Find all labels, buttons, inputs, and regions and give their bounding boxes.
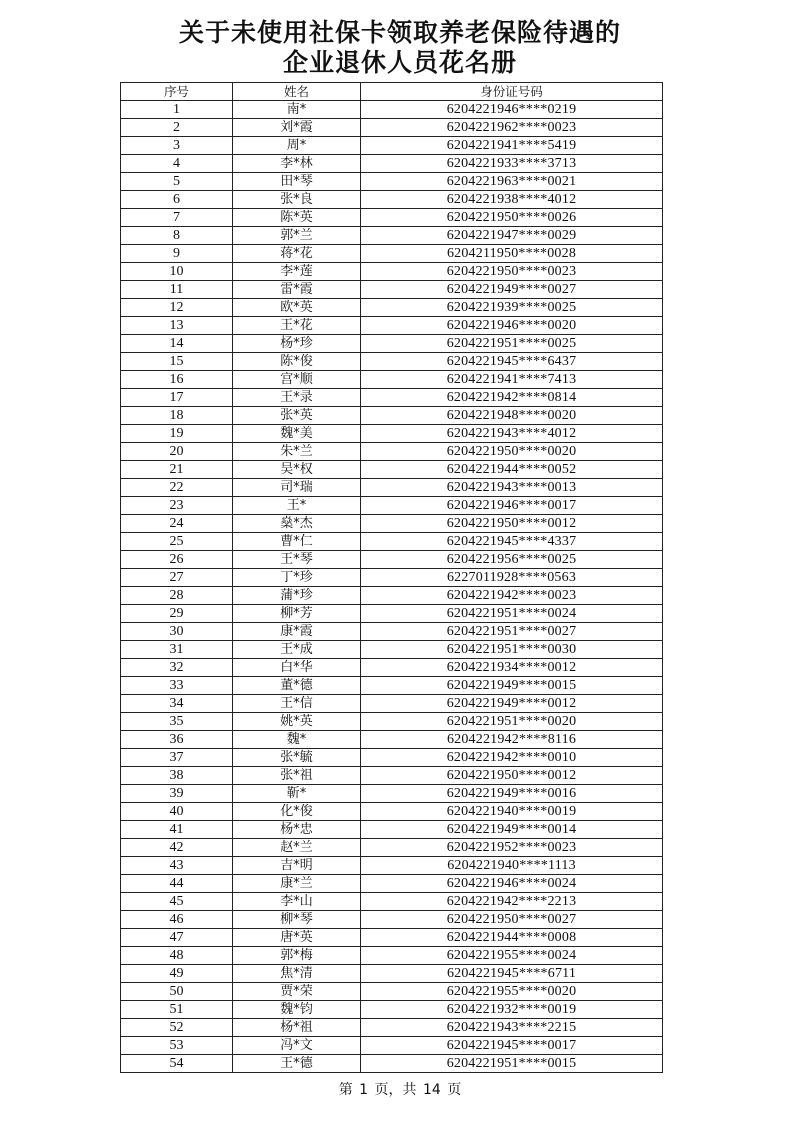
row-name: 唐*英 — [233, 929, 361, 947]
row-name: 杨*祖 — [233, 1019, 361, 1037]
row-seq: 10 — [121, 263, 233, 281]
row-name: 康*霞 — [233, 623, 361, 641]
row-seq: 54 — [121, 1055, 233, 1073]
row-name: 燊*杰 — [233, 515, 361, 533]
row-seq: 14 — [121, 335, 233, 353]
table-row — [121, 767, 663, 785]
table-row — [121, 713, 663, 731]
table-row — [121, 497, 663, 515]
row-id-number: 6204221949****0016 — [361, 785, 663, 803]
table-row — [121, 173, 663, 191]
table-row — [121, 677, 663, 695]
footer-prefix: 第 — [338, 1082, 353, 1098]
footer-total-pages: 14 — [423, 1082, 441, 1098]
row-name: 焦*清 — [233, 965, 361, 983]
row-seq: 41 — [121, 821, 233, 839]
row-seq: 11 — [121, 281, 233, 299]
row-id-number: 6204221942****0023 — [361, 587, 663, 605]
row-id-number: 6204221945****4337 — [361, 533, 663, 551]
row-seq: 2 — [121, 119, 233, 137]
row-name: 杨*忠 — [233, 821, 361, 839]
row-seq: 47 — [121, 929, 233, 947]
row-seq: 15 — [121, 353, 233, 371]
table-row — [121, 299, 663, 317]
row-id-number: 6204221951****0024 — [361, 605, 663, 623]
row-id-number: 6204221949****0014 — [361, 821, 663, 839]
row-name: 李*山 — [233, 893, 361, 911]
row-name: 李*莲 — [233, 263, 361, 281]
table-row — [121, 425, 663, 443]
table-row — [121, 839, 663, 857]
row-seq: 52 — [121, 1019, 233, 1037]
row-name: 化*俊 — [233, 803, 361, 821]
row-seq: 28 — [121, 587, 233, 605]
table-row — [121, 119, 663, 137]
table-row — [121, 407, 663, 425]
table-row — [121, 965, 663, 983]
row-id-number: 6204221946****0024 — [361, 875, 663, 893]
header-seq: 序号 — [121, 83, 233, 101]
row-id-number: 6204221946****0020 — [361, 317, 663, 335]
row-name: 雷*霞 — [233, 281, 361, 299]
row-seq: 23 — [121, 497, 233, 515]
row-id-number: 6204221946****0017 — [361, 497, 663, 515]
footer-page-number: 1 — [359, 1082, 369, 1098]
row-id-number: 6204221942****0010 — [361, 749, 663, 767]
table-row — [121, 623, 663, 641]
row-seq: 39 — [121, 785, 233, 803]
row-seq: 20 — [121, 443, 233, 461]
row-seq: 13 — [121, 317, 233, 335]
row-id-number: 6204221955****0024 — [361, 947, 663, 965]
footer-suffix: 页 — [447, 1082, 462, 1098]
row-name: 田*琴 — [233, 173, 361, 191]
row-id-number: 6204221932****0019 — [361, 1001, 663, 1019]
row-seq: 44 — [121, 875, 233, 893]
row-seq: 49 — [121, 965, 233, 983]
table-row — [121, 263, 663, 281]
table-row — [121, 1001, 663, 1019]
row-name: 王*信 — [233, 695, 361, 713]
table-row — [121, 461, 663, 479]
table-row — [121, 695, 663, 713]
row-name: 董*德 — [233, 677, 361, 695]
roster-table — [120, 82, 663, 1073]
row-name: 宫*顺 — [233, 371, 361, 389]
row-name: 司*瑞 — [233, 479, 361, 497]
row-id-number: 6204221945****6711 — [361, 965, 663, 983]
table-row — [121, 731, 663, 749]
row-id-number: 6204221951****0030 — [361, 641, 663, 659]
row-name: 蒋*花 — [233, 245, 361, 263]
row-id-number: 6204221951****0015 — [361, 1055, 663, 1073]
row-name: 王*德 — [233, 1055, 361, 1073]
row-seq: 26 — [121, 551, 233, 569]
table-row — [121, 533, 663, 551]
row-seq: 50 — [121, 983, 233, 1001]
row-id-number: 6204221951****0020 — [361, 713, 663, 731]
table-row — [121, 353, 663, 371]
row-name: 杨*珍 — [233, 335, 361, 353]
table-row — [121, 227, 663, 245]
table-row — [121, 911, 663, 929]
row-id-number: 6204221956****0025 — [361, 551, 663, 569]
row-name: 柳*芳 — [233, 605, 361, 623]
row-name: 赵*兰 — [233, 839, 361, 857]
row-seq: 37 — [121, 749, 233, 767]
page-footer — [0, 1081, 800, 1099]
row-name: 蒲*珍 — [233, 587, 361, 605]
table-row — [121, 803, 663, 821]
table-row — [121, 515, 663, 533]
row-name: 丁*珍 — [233, 569, 361, 587]
row-seq: 35 — [121, 713, 233, 731]
table-row — [121, 137, 663, 155]
row-name: 陈*英 — [233, 209, 361, 227]
row-name: 吉*明 — [233, 857, 361, 875]
table-row — [121, 1019, 663, 1037]
row-name: 王* — [233, 497, 361, 515]
row-seq: 19 — [121, 425, 233, 443]
table-row — [121, 605, 663, 623]
table-row — [121, 569, 663, 587]
row-seq: 8 — [121, 227, 233, 245]
row-name: 欧*英 — [233, 299, 361, 317]
footer-mid: 页，共 — [374, 1082, 417, 1098]
row-seq: 42 — [121, 839, 233, 857]
row-id-number: 6204221952****0023 — [361, 839, 663, 857]
row-id-number: 6227011928****0563 — [361, 569, 663, 587]
row-name: 柳*琴 — [233, 911, 361, 929]
row-name: 王*录 — [233, 389, 361, 407]
row-seq: 22 — [121, 479, 233, 497]
table-body — [121, 101, 663, 1073]
row-id-number: 6204221942****8116 — [361, 731, 663, 749]
row-name: 王*琴 — [233, 551, 361, 569]
row-name: 魏*钧 — [233, 1001, 361, 1019]
table-row — [121, 389, 663, 407]
row-seq: 34 — [121, 695, 233, 713]
table-row — [121, 947, 663, 965]
row-id-number: 6204221940****0019 — [361, 803, 663, 821]
row-name: 王*花 — [233, 317, 361, 335]
row-seq: 9 — [121, 245, 233, 263]
row-id-number: 6204221944****0052 — [361, 461, 663, 479]
row-seq: 43 — [121, 857, 233, 875]
header-id-number: 身份证号码 — [361, 83, 663, 101]
row-id-number: 6204221950****0012 — [361, 767, 663, 785]
row-id-number: 6204211950****0028 — [361, 245, 663, 263]
row-name: 南* — [233, 101, 361, 119]
row-id-number: 6204221949****0015 — [361, 677, 663, 695]
row-id-number: 6204221933****3713 — [361, 155, 663, 173]
row-seq: 12 — [121, 299, 233, 317]
row-seq: 5 — [121, 173, 233, 191]
row-seq: 1 — [121, 101, 233, 119]
row-seq: 7 — [121, 209, 233, 227]
row-id-number: 6204221962****0023 — [361, 119, 663, 137]
row-name: 周* — [233, 137, 361, 155]
row-name: 康*兰 — [233, 875, 361, 893]
table-row — [121, 893, 663, 911]
document-title-line-2: 企业退休人员花名册 — [282, 48, 517, 77]
row-name: 张*祖 — [233, 767, 361, 785]
row-name: 贾*荣 — [233, 983, 361, 1001]
row-id-number: 6204221950****0027 — [361, 911, 663, 929]
row-seq: 6 — [121, 191, 233, 209]
row-name: 王*成 — [233, 641, 361, 659]
table-row — [121, 443, 663, 461]
table-row — [121, 479, 663, 497]
row-seq: 27 — [121, 569, 233, 587]
table-row — [121, 191, 663, 209]
row-id-number: 6204221943****4012 — [361, 425, 663, 443]
table-row — [121, 641, 663, 659]
row-id-number: 6204221950****0026 — [361, 209, 663, 227]
table-row — [121, 335, 663, 353]
row-seq: 17 — [121, 389, 233, 407]
table-row — [121, 209, 663, 227]
row-id-number: 6204221939****0025 — [361, 299, 663, 317]
table-header-row — [121, 83, 663, 101]
row-id-number: 6204221938****4012 — [361, 191, 663, 209]
row-seq: 30 — [121, 623, 233, 641]
document-title-line-1: 关于未使用社保卡领取养老保险待遇的 — [178, 18, 621, 47]
row-seq: 45 — [121, 893, 233, 911]
table-row — [121, 281, 663, 299]
row-seq: 32 — [121, 659, 233, 677]
row-name: 张*英 — [233, 407, 361, 425]
table-row — [121, 659, 663, 677]
row-id-number: 6204221940****1113 — [361, 857, 663, 875]
header-name: 姓名 — [233, 83, 361, 101]
row-id-number: 6204221942****0814 — [361, 389, 663, 407]
row-id-number: 6204221943****0013 — [361, 479, 663, 497]
row-id-number: 6204221950****0012 — [361, 515, 663, 533]
row-seq: 4 — [121, 155, 233, 173]
row-id-number: 6204221941****5419 — [361, 137, 663, 155]
row-id-number: 6204221948****0020 — [361, 407, 663, 425]
row-id-number: 6204221946****0219 — [361, 101, 663, 119]
table-row — [121, 245, 663, 263]
row-id-number: 6204221951****0027 — [361, 623, 663, 641]
row-id-number: 6204221945****6437 — [361, 353, 663, 371]
row-name: 张*毓 — [233, 749, 361, 767]
table-row — [121, 101, 663, 119]
row-name: 姚*英 — [233, 713, 361, 731]
row-name: 陈*俊 — [233, 353, 361, 371]
row-id-number: 6204221951****0025 — [361, 335, 663, 353]
row-name: 张*良 — [233, 191, 361, 209]
row-seq: 46 — [121, 911, 233, 929]
row-seq: 29 — [121, 605, 233, 623]
table-row — [121, 821, 663, 839]
row-seq: 16 — [121, 371, 233, 389]
row-seq: 40 — [121, 803, 233, 821]
row-seq: 24 — [121, 515, 233, 533]
row-id-number: 6204221963****0021 — [361, 173, 663, 191]
row-name: 吴*权 — [233, 461, 361, 479]
row-seq: 31 — [121, 641, 233, 659]
row-id-number: 6204221950****0020 — [361, 443, 663, 461]
table-row — [121, 785, 663, 803]
row-id-number: 6204221943****2215 — [361, 1019, 663, 1037]
row-name: 魏*美 — [233, 425, 361, 443]
row-id-number: 6204221945****0017 — [361, 1037, 663, 1055]
table-row — [121, 1037, 663, 1055]
row-seq: 33 — [121, 677, 233, 695]
row-name: 曹*仁 — [233, 533, 361, 551]
table-row — [121, 875, 663, 893]
table-row — [121, 749, 663, 767]
row-name: 魏* — [233, 731, 361, 749]
row-name: 朱*兰 — [233, 443, 361, 461]
row-id-number: 6204221942****2213 — [361, 893, 663, 911]
row-name: 李*林 — [233, 155, 361, 173]
table-row — [121, 929, 663, 947]
row-seq: 3 — [121, 137, 233, 155]
row-name: 郭*梅 — [233, 947, 361, 965]
row-id-number: 6204221949****0012 — [361, 695, 663, 713]
row-seq: 18 — [121, 407, 233, 425]
row-seq: 51 — [121, 1001, 233, 1019]
row-seq: 48 — [121, 947, 233, 965]
row-id-number: 6204221950****0023 — [361, 263, 663, 281]
row-seq: 38 — [121, 767, 233, 785]
table-row — [121, 983, 663, 1001]
row-id-number: 6204221941****7413 — [361, 371, 663, 389]
row-seq: 36 — [121, 731, 233, 749]
table-row — [121, 371, 663, 389]
row-id-number: 6204221934****0012 — [361, 659, 663, 677]
table-row — [121, 857, 663, 875]
table-row — [121, 1055, 663, 1073]
row-id-number: 6204221955****0020 — [361, 983, 663, 1001]
row-name: 郭*兰 — [233, 227, 361, 245]
table-row — [121, 587, 663, 605]
row-seq: 53 — [121, 1037, 233, 1055]
table-row — [121, 551, 663, 569]
row-id-number: 6204221949****0027 — [361, 281, 663, 299]
row-name: 刘*霞 — [233, 119, 361, 137]
table-row — [121, 155, 663, 173]
row-name: 冯*文 — [233, 1037, 361, 1055]
row-id-number: 6204221944****0008 — [361, 929, 663, 947]
row-seq: 21 — [121, 461, 233, 479]
row-name: 白*华 — [233, 659, 361, 677]
row-name: 靳* — [233, 785, 361, 803]
row-id-number: 6204221947****0029 — [361, 227, 663, 245]
table-row — [121, 317, 663, 335]
row-seq: 25 — [121, 533, 233, 551]
